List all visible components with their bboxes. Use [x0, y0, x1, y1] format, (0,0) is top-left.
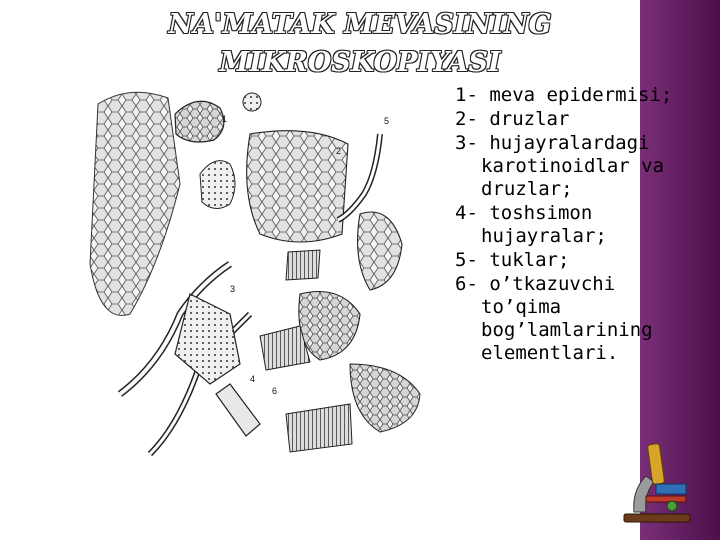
svg-text:2: 2	[336, 146, 342, 156]
microscopy-drawing	[80, 64, 440, 496]
svg-text:3: 3	[230, 284, 236, 294]
svg-text:5: 5	[384, 116, 390, 126]
svg-text:4: 4	[250, 374, 256, 384]
legend-item: 3- hujayralardagi karotinoidlar va druzlar;	[455, 132, 665, 200]
microscope-icon	[616, 440, 696, 526]
legend-item: 4- toshsimon hujayralar;	[455, 202, 607, 247]
legend-item: 2- druzlar	[455, 108, 570, 130]
title-line-1: NA'MATAK MEVASINING	[168, 9, 552, 40]
druse-cells-top	[175, 93, 261, 142]
legend-item: 1- meva epidermisi;	[455, 84, 673, 106]
parenchyma-with-carotenoids	[200, 131, 348, 242]
title-line-2: MIKROSKOPIYASI	[219, 47, 501, 78]
svg-text:6: 6	[272, 386, 278, 396]
legend-item: 6- o’tkazuvchi to’qima bog’lamlarining elementlari.	[455, 273, 653, 364]
svg-text:1: 1	[222, 114, 228, 124]
legend-item: 5- tuklar;	[455, 249, 570, 271]
legend-list	[455, 84, 705, 366]
epidermis-tissue	[90, 92, 180, 315]
